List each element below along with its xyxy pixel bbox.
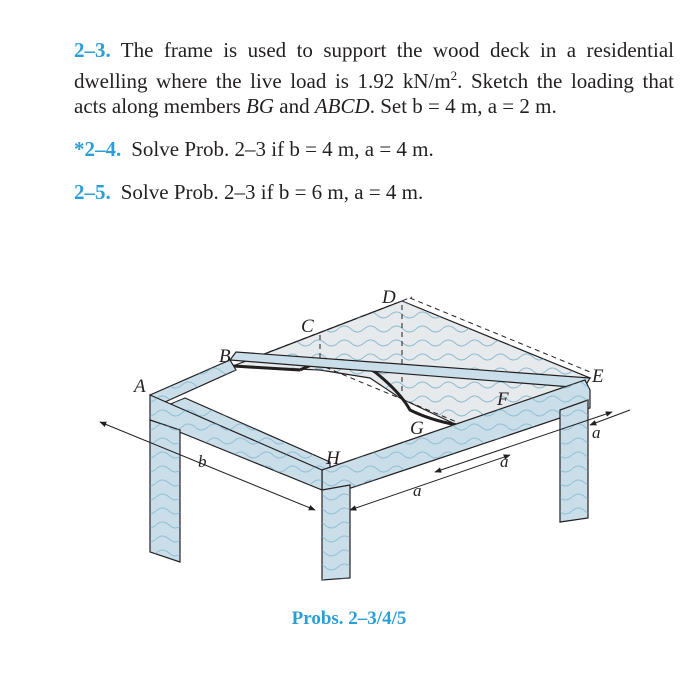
leg-front-right: [322, 485, 350, 580]
problem-number: 2–4.: [84, 137, 122, 161]
problem-text: Solve Prob. 2–3 if b = 6 m, a = 4 m.: [120, 180, 424, 204]
dim-a-right: a: [592, 423, 601, 442]
label-b: B: [219, 346, 231, 367]
dim-a-front: a: [413, 481, 422, 500]
label-a: A: [134, 376, 146, 397]
problem-text: Solve Prob. 2–3 if b = 4 m, a = 4 m.: [131, 137, 434, 161]
figure-caption: Probs. 2–3/4/5: [291, 608, 407, 629]
dim-b: b: [198, 452, 207, 471]
label-f: F: [497, 389, 509, 410]
given-values: b = 4 m, a = 2 m.: [412, 94, 557, 118]
label-d: D: [382, 287, 396, 308]
label-e: E: [592, 366, 604, 387]
label-h: H: [326, 448, 340, 469]
leg-front-left: [150, 420, 180, 562]
problem-number: 2–3.: [74, 38, 111, 62]
problem-text: and: [274, 94, 315, 118]
problem-text: . Set: [369, 94, 408, 118]
superscript: 2: [450, 68, 458, 83]
problem-text: The frame is used to support the wood deck in a residential dwelling where the live load is 1.92 kN/m: [74, 38, 674, 93]
dim-a-middle: a: [500, 452, 509, 471]
member-name: BG: [246, 94, 275, 118]
problem-text: . Sketch the loading that acts along members: [74, 69, 674, 118]
label-g: G: [410, 418, 424, 439]
label-c: C: [301, 316, 314, 337]
member-name: ABCD: [314, 94, 370, 118]
problem-number: 2–5.: [74, 180, 111, 204]
star-marker: *: [74, 137, 85, 161]
leg-back-right: [560, 400, 588, 522]
